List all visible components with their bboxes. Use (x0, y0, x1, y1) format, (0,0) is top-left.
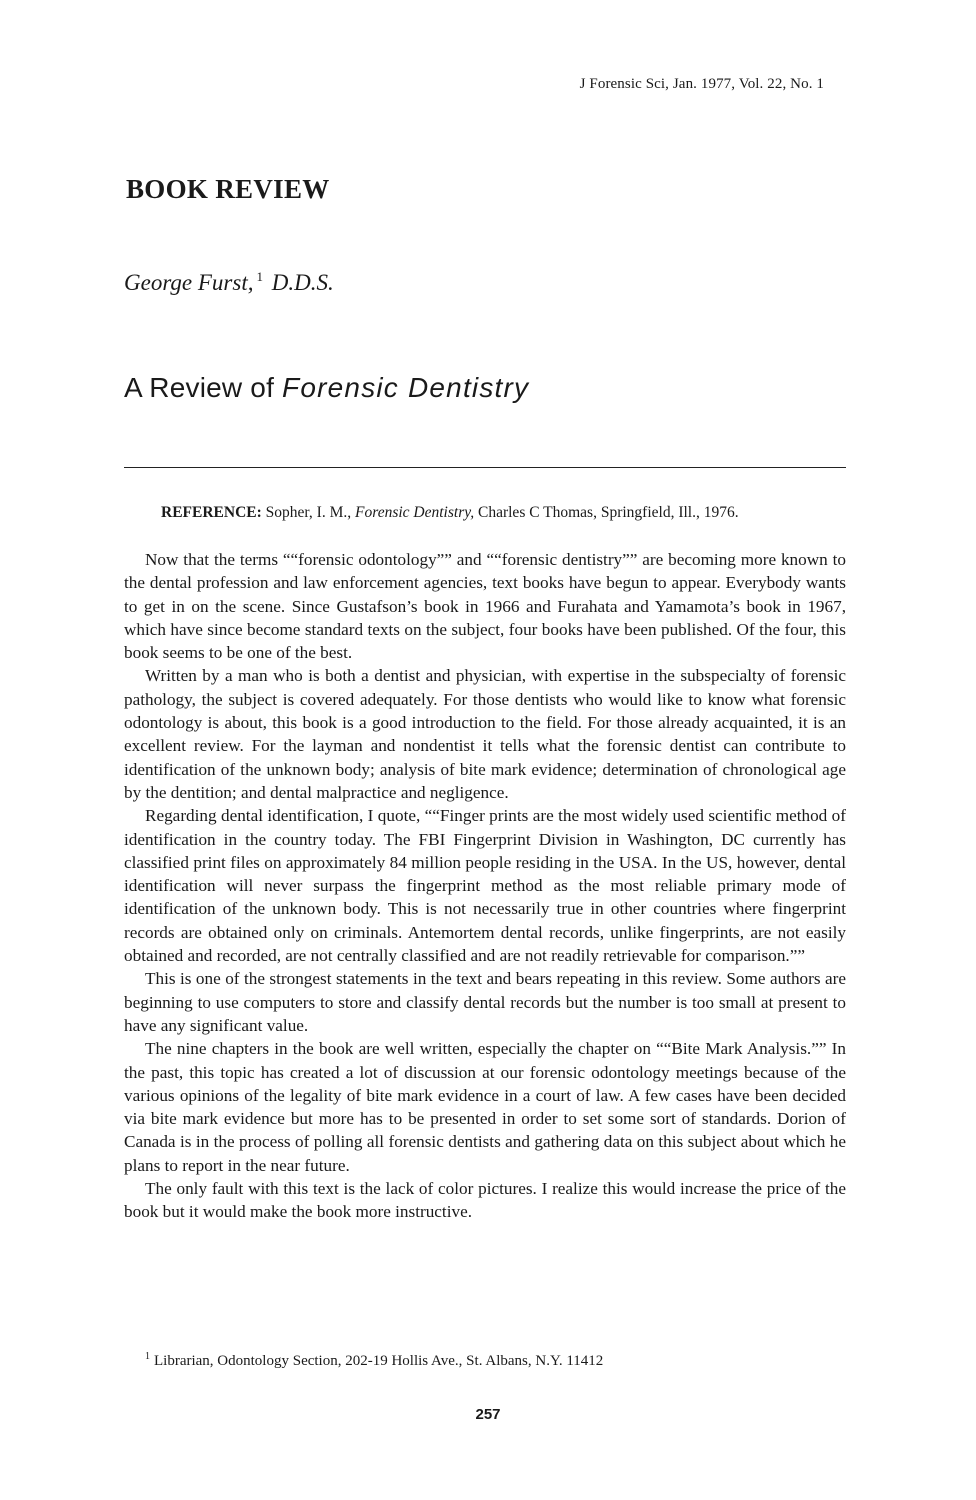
author-degree: D.D.S. (271, 270, 334, 295)
body-paragraph: Now that the terms ““forensic odontology”” and ““forensic dentistry”” are becoming more known to the dental profession and law enforcement agencies, text books have begun to appear. Everybody wants to get in on the scene. Since Gustafson’s book in 1966 and Furahata and Yamamota’s book in 1967, which have since become standard texts on the subject, four books have been published. Of the four, this book seems to be one of the best. (124, 550, 846, 663)
article-body (124, 548, 846, 1224)
article-title (124, 372, 529, 404)
reference-publisher: Charles C Thomas, Springfield, Ill., 1976. (478, 504, 739, 521)
author-footnote-mark: 1 (256, 269, 263, 285)
reference-line (161, 504, 739, 522)
body-paragraph: The only fault with this text is the lack of color pictures. I realize this would increase the price of the book but it would make the book more instructive. (124, 1179, 846, 1222)
page-number: 257 (475, 1406, 501, 1423)
footnote (145, 1353, 603, 1370)
footnote-text: Librarian, Odontology Section, 202-19 Hollis Ave., St. Albans, N.Y. 11412 (154, 1353, 604, 1369)
body-paragraph: Written by a man who is both a dentist and physician, with expertise in the subspecialty of forensic pathology, the subject is covered adequately. For those dentists who would like to know what forensic odontology is about, this book is a good introduction to the field. For those already acquainted, it is an excellent review. For the layman and nondentist it tells what the forensic dentist can contribute to identification of the unknown body; analysis of bite mark evidence; determination of chronological age by the dentition; and dental malpractice and negligence. (124, 666, 846, 802)
section-heading: BOOK REVIEW (126, 174, 330, 204)
article-title-book: Forensic Dentistry (282, 372, 530, 403)
author-name: George Furst, (124, 270, 254, 295)
body-paragraph: The nine chapters in the book are well written, especially the chapter on ““Bite Mark Analysis.”” In the past, this topic has created a lot of discussion at our forensic odontology meetings because of the various opinions of the legality of bite mark evidence in a court of law. A few cases have been decided via bite mark evidence but more has to be presented in order to set some sort of standards. Dorion of Canada is in the process of polling all forensic dentists and gathering data on this subject about which he plans to report in the near future. (124, 1039, 846, 1175)
article-title-prefix: A Review of (124, 372, 275, 403)
reference-label: REFERENCE: (161, 504, 262, 521)
reference-book-title: Forensic Dentistry, (355, 504, 475, 521)
author-line (124, 270, 334, 296)
body-paragraph: Regarding dental identification, I quote, ““Finger prints are the most widely used scientific method of identification in the country today. The FBI Fingerprint Division in Washington, DC currently has classified print files on approximately 84 million people residing in the USA. In the US, however, dental identification will never surpass the fingerprint method as the most reliable primary mode of identification of the unknown body. This is not necessarily true in other countries where fingerprint records are obtained only on criminals. Antemortem dental records, unlike fingerprints, are not easily obtained and recorded, are not centrally classified and are not readily retrievable for comparison.”” (124, 806, 846, 966)
footnote-mark: 1 (145, 1351, 150, 1362)
title-divider (124, 467, 846, 468)
reference-author: Sopher, I. M., (265, 504, 352, 521)
body-paragraph: This is one of the strongest statements in the text and bears repeating in this review. Some authors are beginning to use computers to store and classify dental records but the number is too small at present to have any significant value. (124, 969, 846, 1035)
journal-citation: J Forensic Sci, Jan. 1977, Vol. 22, No. 1 (579, 76, 824, 92)
